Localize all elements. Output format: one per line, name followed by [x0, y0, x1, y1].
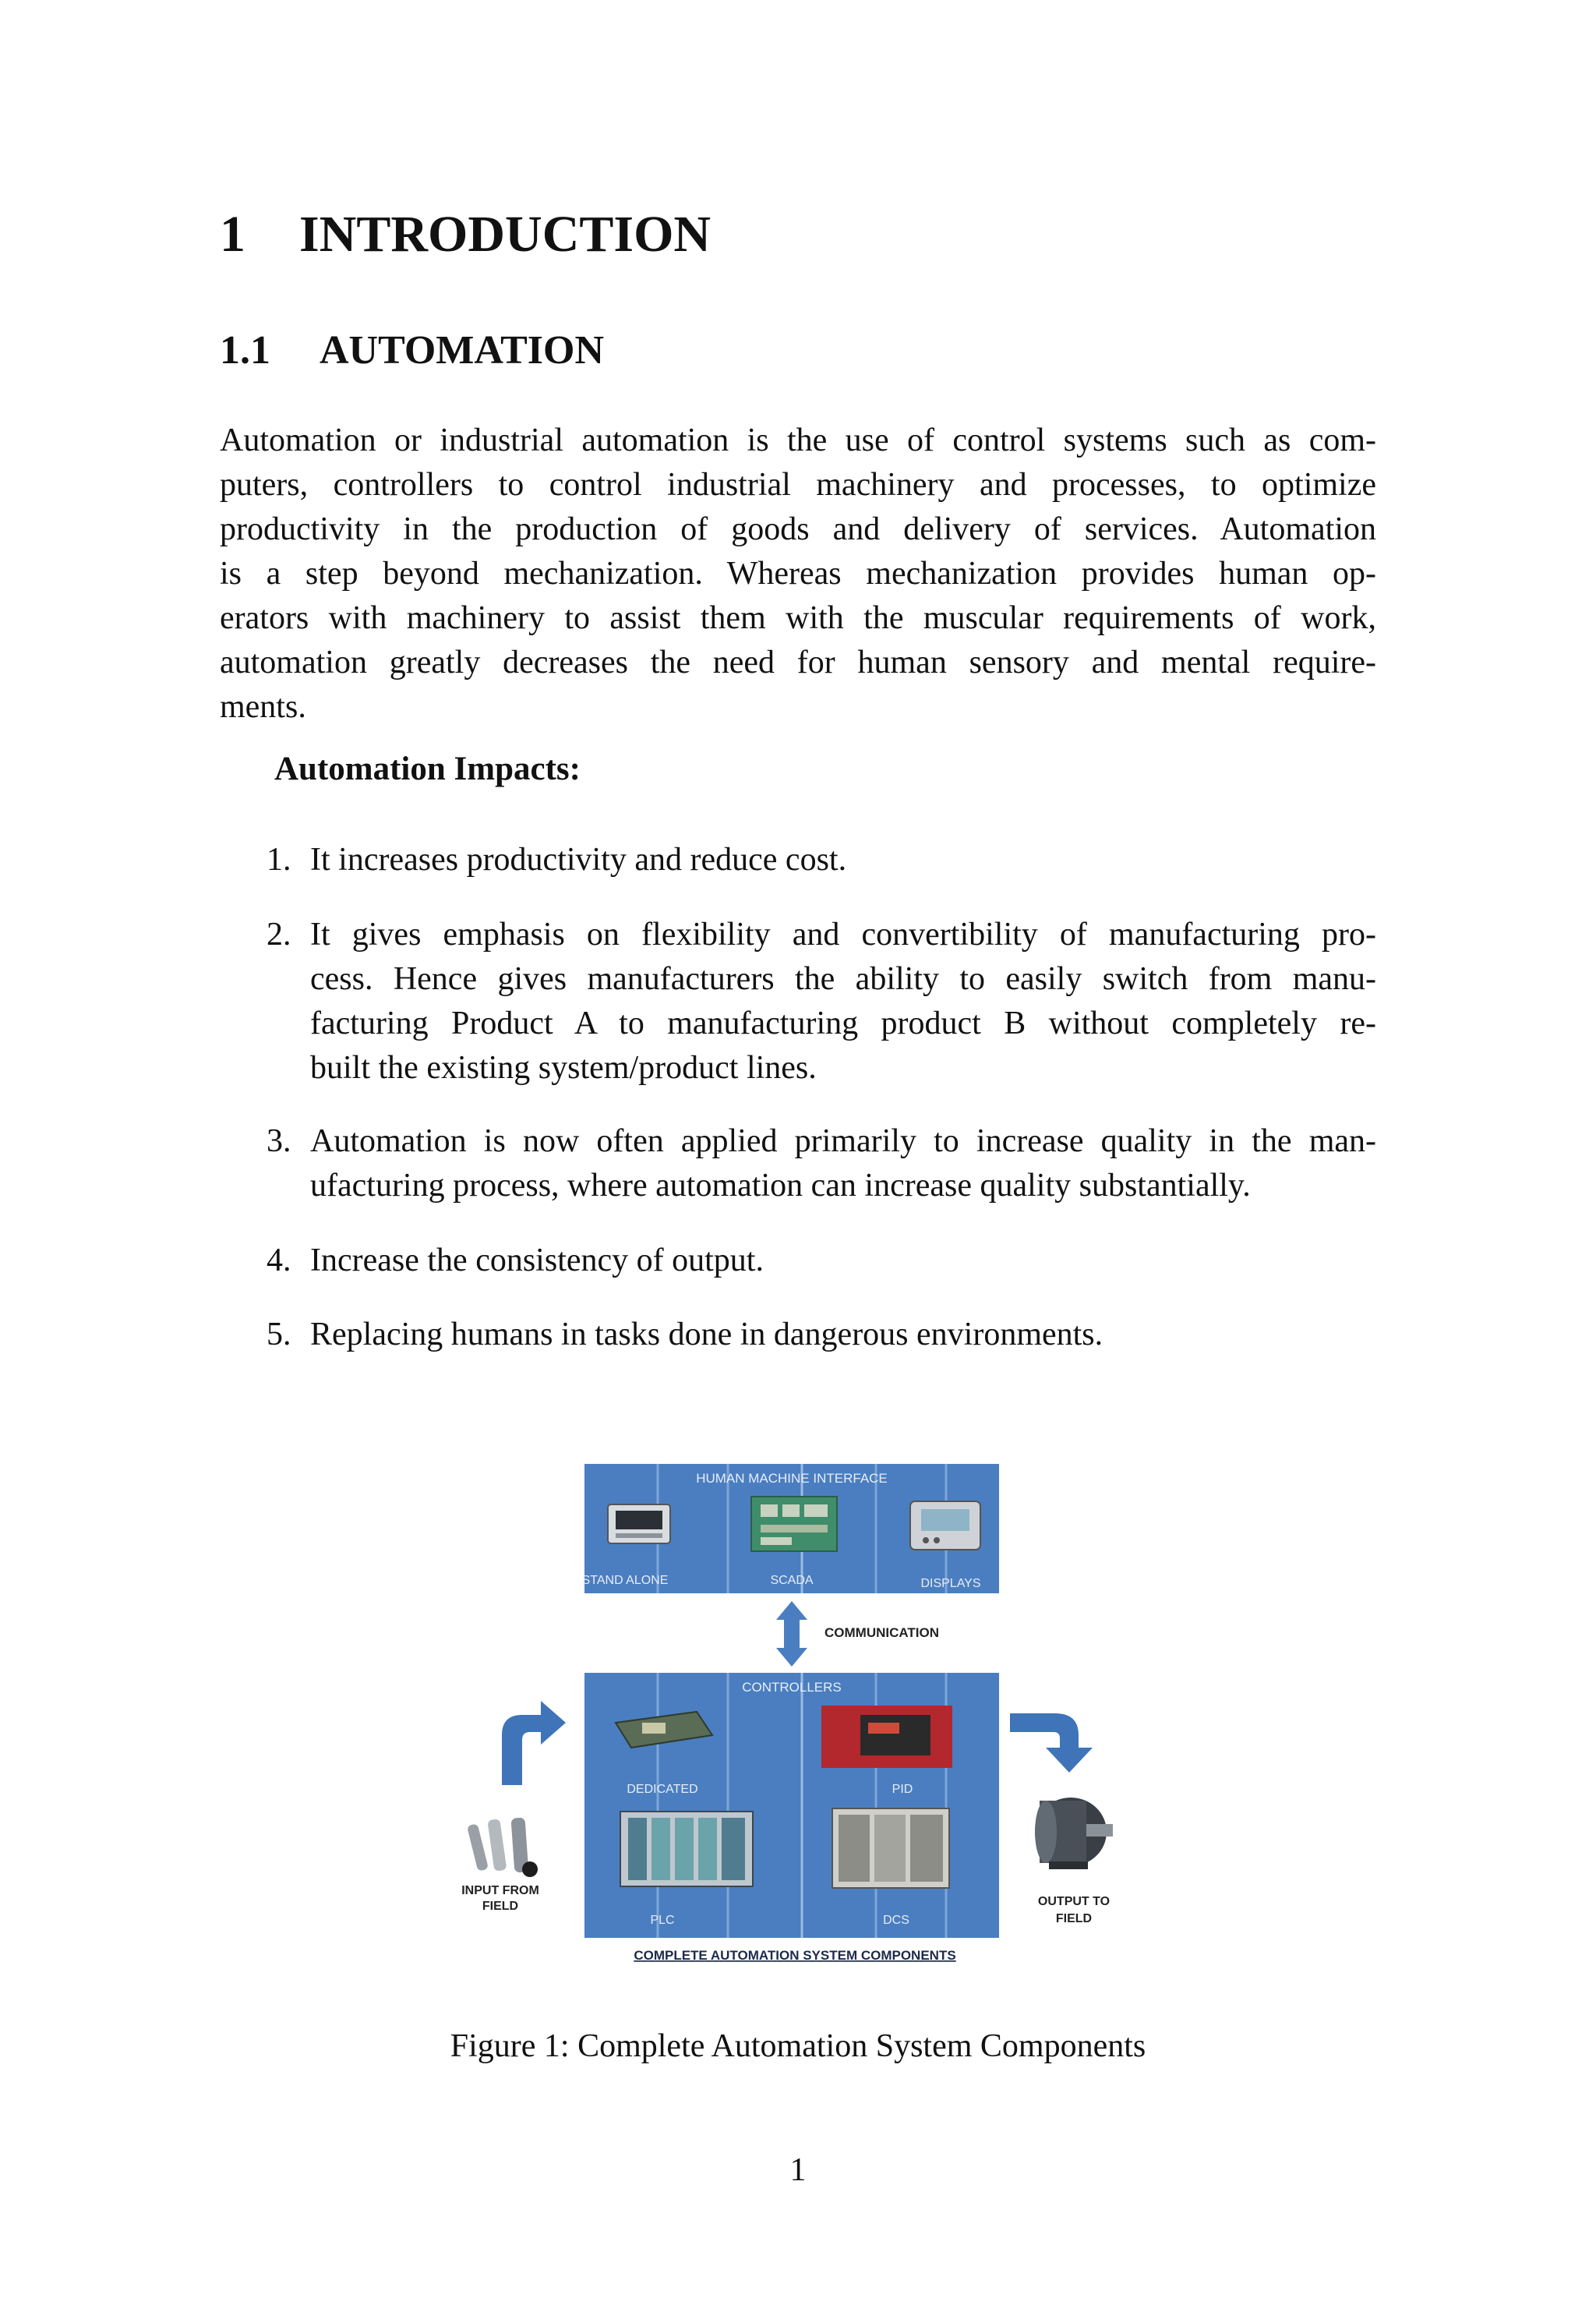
output-label-line2: FIELD — [1055, 1912, 1093, 1925]
paragraph-line: ments. — [220, 689, 306, 725]
paragraph-line: erators with machinery to assist them with the muscular requirements of work, — [220, 600, 1376, 636]
list-item-line: cess. Hence gives manufacturers the ability to easily switch from manu- — [310, 961, 1376, 997]
list-item-line: ufacturing process, where automation can increase quality substantially. — [310, 1168, 1251, 1204]
hmi-title: HUMAN MACHINE INTERFACE — [696, 1471, 888, 1486]
automation-system-figure — [455, 1458, 1156, 1988]
input-arrow-icon — [502, 1701, 566, 1785]
figure-caption: Figure 1: Complete Automation System Components — [450, 2028, 1146, 2064]
hmi-label-scada: SCADA — [770, 1574, 814, 1587]
output-arrow-icon — [1010, 1713, 1093, 1773]
controller-label-dcs: DCS — [883, 1914, 909, 1927]
section-heading — [220, 328, 604, 373]
input-label-line2: FIELD — [482, 1900, 519, 1913]
list-item-line: facturing Product A to manufacturing product B without completely re- — [310, 1006, 1376, 1041]
figure-bottom-title: COMPLETE AUTOMATION SYSTEM COMPONENTS — [634, 1948, 956, 1963]
list-item-line: It gives emphasis on flexibility and convertibility of manufacturing pro- — [310, 917, 1376, 953]
list-marker: 5. — [267, 1317, 291, 1352]
controller-label-pid: PID — [892, 1783, 913, 1796]
list-marker: 1. — [267, 842, 291, 878]
controllers-title: CONTROLLERS — [742, 1680, 842, 1695]
output-motor-icon — [1035, 1798, 1113, 1869]
hmi-label-stand-alone: STAND ALONE — [581, 1574, 669, 1587]
communication-arrow-icon — [776, 1601, 807, 1667]
list-item-line: built the existing system/product lines. — [310, 1050, 817, 1086]
communication-label: COMMUNICATION — [824, 1625, 939, 1640]
section-number: 1.1 — [220, 328, 270, 373]
section-title: AUTOMATION — [320, 328, 604, 373]
chapter-title: INTRODUCTION — [299, 206, 711, 263]
controller-label-dedicated: DEDICATED — [627, 1783, 698, 1796]
page-number: 1 — [789, 2152, 807, 2188]
plc-rack-icon — [620, 1812, 753, 1886]
list-item-line: Replacing humans in tasks done in dangerous environments. — [310, 1317, 1103, 1352]
paragraph-line: automation greatly decreases the need for human sensory and mental require- — [220, 645, 1376, 681]
pid-controller-icon — [821, 1706, 952, 1768]
paragraph-line: productivity in the production of goods and delivery of services. Automation — [220, 511, 1376, 547]
hmi-panel — [582, 1464, 999, 1593]
scada-board-icon — [751, 1497, 837, 1551]
stand-alone-device-icon — [608, 1504, 670, 1543]
impacts-heading: Automation Impacts: — [274, 751, 581, 787]
chapter-heading — [220, 206, 711, 263]
controller-label-plc: PLC — [650, 1914, 675, 1927]
paragraph-line: puters, controllers to control industrial machinery and processes, to optimize — [220, 467, 1376, 503]
list-marker: 2. — [267, 917, 291, 953]
list-marker: 3. — [267, 1123, 291, 1159]
controllers-panel — [584, 1673, 999, 1938]
paragraph-line: Automation or industrial automation is the use of control systems such as com- — [220, 422, 1376, 458]
paragraph-line: is a step beyond mechanization. Whereas mechanization provides human op- — [220, 556, 1376, 592]
list-marker: 4. — [267, 1243, 291, 1278]
figure-diagram — [455, 1458, 1156, 1988]
hmi-label-displays: DISPLAYS — [920, 1577, 981, 1590]
input-sensors-icon — [467, 1817, 538, 1877]
input-label-line1: INPUT FROM — [461, 1884, 539, 1897]
output-label-line1: OUTPUT TO — [1037, 1895, 1110, 1908]
list-item-line: Automation is now often applied primarily to increase quality in the man- — [310, 1123, 1376, 1159]
dcs-cabinet-icon — [832, 1808, 949, 1888]
chapter-number: 1 — [220, 206, 245, 263]
display-device-icon — [910, 1501, 980, 1550]
intro-paragraph — [220, 419, 1376, 730]
list-item-line: Increase the consistency of output. — [310, 1243, 764, 1278]
list-item-line: It increases productivity and reduce cost. — [310, 842, 847, 878]
